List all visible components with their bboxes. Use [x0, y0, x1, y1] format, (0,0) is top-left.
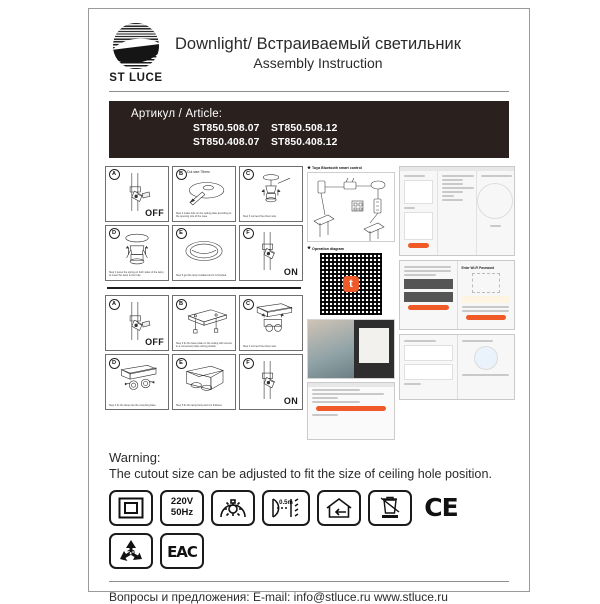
operation-diagram-block [307, 246, 395, 315]
panel-illustration-wire-off [106, 173, 168, 211]
panel-illustration-wire-off [106, 302, 168, 340]
article-row [193, 136, 509, 150]
panel-illustration-wiring [240, 173, 302, 211]
svg-text:0.5m: 0.5m [279, 499, 293, 506]
app-text-line [462, 340, 494, 342]
article-row [193, 122, 509, 136]
page-title: Downlight/ Встраиваемый светильник [175, 35, 461, 54]
app-card [404, 212, 433, 240]
instruction-panel [172, 225, 236, 281]
app-dial-control[interactable] [477, 183, 513, 219]
panel-badge: C [243, 299, 254, 310]
app-text-line [490, 225, 501, 227]
instruction-panel [239, 354, 303, 410]
app-text-line [442, 183, 463, 185]
app-input-field[interactable] [462, 310, 509, 312]
app-text-line [312, 414, 338, 416]
instruction-panel [172, 354, 236, 410]
app-screenshot-wifi-title: Enter Wi-Fi Password [461, 265, 495, 270]
panel-badge: C [243, 169, 254, 180]
app-text-line [404, 207, 415, 209]
photo-card [359, 328, 389, 363]
page-subtitle: Assembly Instruction [253, 55, 383, 72]
article-label: Артикул / Article: [131, 108, 223, 120]
app-image-block [404, 292, 453, 302]
panel-badge: F [243, 228, 254, 239]
smart-control-column [307, 166, 395, 440]
app-text-line [442, 187, 473, 189]
surface-instruction-grid [105, 295, 303, 410]
article-code: ST850.508.07 [193, 123, 260, 134]
certification-symbols-row-2 [109, 533, 523, 569]
recessed-instruction-grid [105, 166, 303, 281]
class-2-insulation-icon [109, 490, 153, 526]
article-code: ST850.408.07 [193, 136, 260, 148]
brand-logo [105, 23, 167, 84]
page-content [95, 15, 523, 604]
article-code: ST850.408.12 [271, 136, 338, 148]
app-text-line [442, 179, 463, 181]
app-notice [462, 296, 511, 303]
photo-dark-panel [354, 320, 394, 378]
app-screenshot-scenes [399, 334, 515, 400]
weee-crossed-bin-icon [368, 490, 412, 526]
ce-mark-icon [419, 490, 463, 526]
instruction-panel [172, 166, 236, 222]
ce-label: CE [424, 493, 458, 523]
panel-illustration-finished-lamp [173, 361, 235, 399]
app-text-line [481, 175, 512, 177]
app-input-field[interactable] [462, 306, 509, 308]
panel-illustration-fix-lamp [106, 361, 168, 399]
app-text-line [312, 393, 384, 395]
panel-illustration-cutout [173, 173, 235, 211]
app-color-wheel[interactable] [474, 346, 498, 370]
instruction-columns [105, 166, 515, 440]
app-text-line [312, 401, 360, 403]
instruction-panel [172, 295, 236, 351]
panel-power-state: OFF [145, 337, 164, 348]
eac-label: EAC [167, 542, 197, 561]
app-screenshot-pairing [399, 260, 515, 330]
smart-control-heading: Tuya Bluetooth smart control [312, 166, 362, 171]
header-divider [109, 91, 509, 92]
app-text-line [404, 340, 436, 342]
app-screenshots-column [399, 166, 515, 440]
instruction-panel [105, 354, 169, 410]
certification-symbols-row-1 [109, 490, 523, 526]
app-image-block [404, 279, 453, 289]
minimum-distance-icon [262, 490, 310, 526]
app-text-line [404, 175, 425, 177]
panel-caption: Step 3 connect the driver wire. [243, 215, 277, 219]
app-text-line [442, 191, 463, 193]
tuya-logo-icon: t [343, 276, 359, 292]
stluce-logo-icon [113, 23, 159, 69]
app-text-line [442, 199, 463, 201]
app-text-line [404, 270, 451, 272]
app-screenshot-home [399, 166, 515, 256]
page-header [95, 15, 523, 84]
app-primary-button[interactable] [316, 406, 386, 411]
app-primary-button[interactable] [466, 315, 507, 320]
panel-badge: B [176, 299, 187, 310]
brand-name: ST LUCE [109, 72, 163, 84]
app-text-line [404, 383, 421, 385]
indoor-use-icon [317, 490, 361, 526]
instruction-panel [239, 295, 303, 351]
article-rows [109, 122, 509, 150]
app-text-line [442, 175, 473, 177]
footer-contact: Вопросы и предложения: E-mail: info@stluce.ru www.stluce.ru [109, 589, 448, 604]
panel-power-state: ON [283, 396, 298, 407]
app-status-bar [308, 383, 394, 387]
network-diagram [307, 172, 395, 242]
voltage-frequency-icon [160, 490, 204, 526]
panel-caption: Step 2 make hole on the ceiling plate according to the opening size of the case. [176, 212, 232, 219]
header-titles [175, 34, 461, 72]
panel-caption: Step 5 fix the lamp body and it is finished. [176, 403, 223, 407]
panel-caption: Step 4 fix the lamp into the mounting base. [109, 403, 157, 407]
article-code: ST850.508.12 [271, 123, 338, 134]
warning-block [109, 450, 523, 481]
recycle-number: 20 [127, 549, 135, 557]
instruction-page [88, 8, 530, 604]
instruction-panel [239, 166, 303, 222]
app-primary-button[interactable] [408, 305, 449, 310]
panel-illustration-wire-on [240, 361, 302, 399]
panel-illustration-spring-insert [106, 232, 168, 270]
app-text-line [442, 195, 453, 197]
star-icon: ★ [307, 164, 312, 170]
footer-divider [109, 581, 509, 582]
instruction-panels-column [105, 166, 303, 440]
operation-diagram-heading: Operation diagram [312, 246, 344, 251]
smart-control-heading-row [307, 166, 395, 171]
panel-illustration-base-plate [173, 302, 235, 340]
article-block [109, 101, 509, 158]
panel-caption: Step 2 fix the base plate on the ceiling with screws in a convenient place wiring position. [176, 341, 232, 348]
star-icon: ★ [307, 245, 312, 251]
panel-badge: E [176, 228, 187, 239]
product-photo [307, 319, 395, 379]
photo-room [308, 320, 354, 378]
panel-badge: A [109, 169, 120, 180]
panel-illustration-wire-on [240, 232, 302, 270]
app-text-line [312, 389, 360, 391]
voltage-label: 220V 50Hz [170, 496, 194, 518]
panel-illustration-installed [173, 232, 235, 270]
app-card [404, 345, 453, 361]
warning-text: The cutout size can be adjusted to fit the size of ceiling hole position. [109, 466, 492, 481]
app-card [404, 364, 453, 380]
app-screenshot-settings [307, 382, 395, 440]
panel-badge: D [109, 358, 120, 369]
instruction-panel [105, 295, 169, 351]
qr-code[interactable] [320, 253, 382, 315]
smart-control-block [307, 166, 395, 243]
app-primary-button[interactable] [408, 243, 429, 248]
app-text-line [312, 397, 338, 399]
panel-caption: Step 3 connect the driver wire. [243, 344, 277, 348]
panel-badge: D [109, 228, 120, 239]
panel-badge: A [109, 299, 120, 310]
panel-cut-size-note: Cut size:75mm [187, 170, 210, 175]
panel-badge: B [176, 169, 187, 180]
app-text-line [404, 274, 436, 276]
instruction-panel [105, 225, 169, 281]
section-divider [107, 287, 301, 290]
eac-mark-icon [160, 533, 204, 569]
operation-diagram-heading-row [307, 246, 395, 251]
app-text-line [462, 374, 509, 376]
instruction-panel [239, 225, 303, 281]
warning-title: Warning: [109, 449, 161, 465]
recycle-symbol-icon [109, 533, 153, 569]
instruction-panel [105, 166, 169, 222]
panel-power-state: OFF [145, 207, 164, 218]
panel-badge: E [176, 358, 187, 369]
app-router-icon [472, 273, 500, 293]
panel-caption: Step 4 press the spring on both sides of the lamp to insert the lamp in the hole. [109, 271, 164, 278]
app-text-line [404, 266, 451, 268]
app-card [404, 180, 433, 204]
panel-illustration-wiring [240, 302, 302, 340]
panel-power-state: ON [283, 266, 298, 277]
lamp-symbol-icon [211, 490, 255, 526]
panel-badge: F [243, 358, 254, 369]
panel-caption: Step 5 get the lamp installed and it is finished. [176, 274, 227, 278]
